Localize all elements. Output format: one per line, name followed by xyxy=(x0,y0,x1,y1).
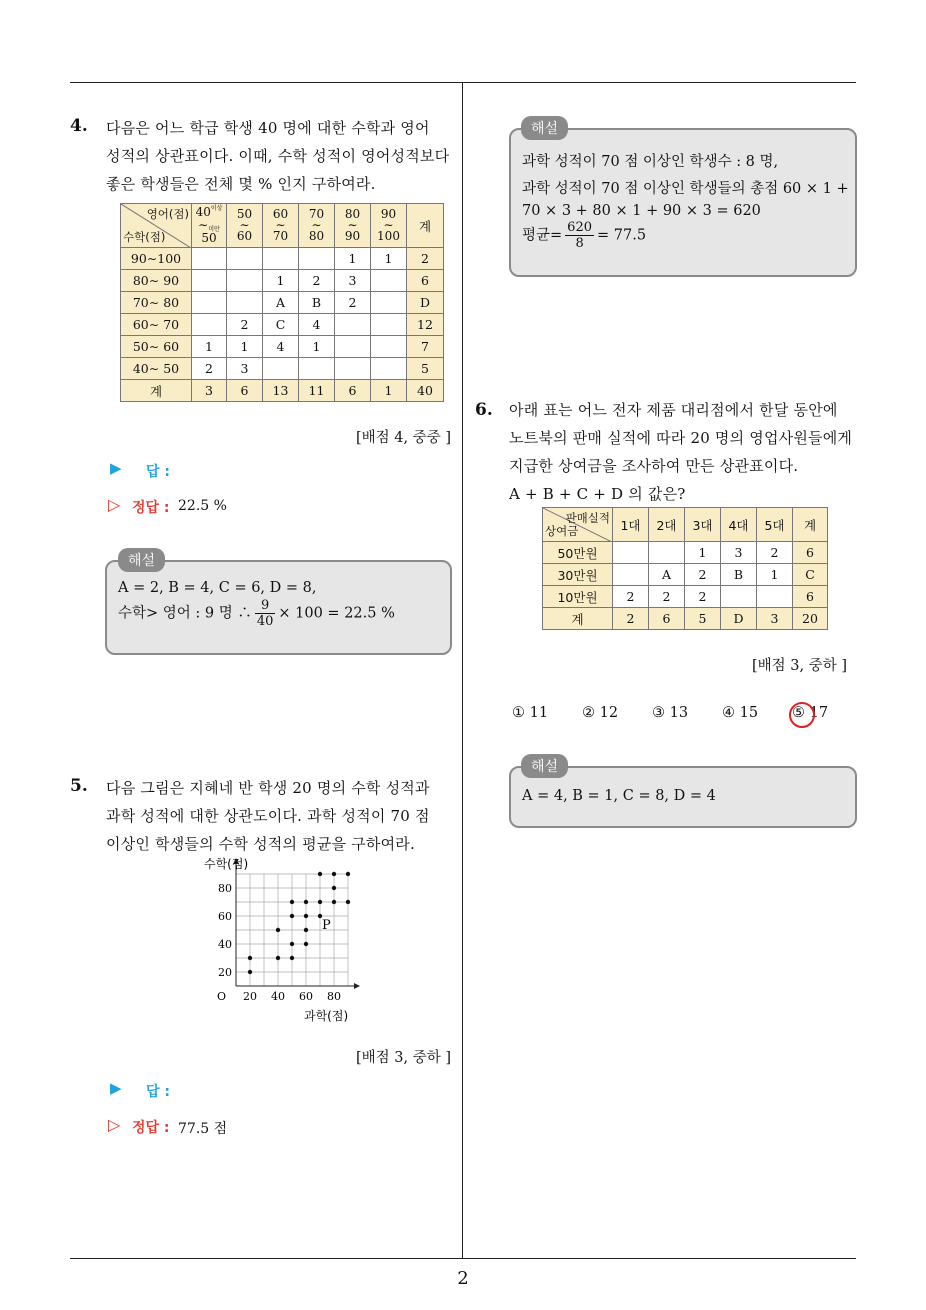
q4-table-cell: 2 xyxy=(227,314,263,336)
q4-col-header: 70 ∼ 80 xyxy=(299,204,335,248)
scatter-point xyxy=(290,956,294,960)
q4-table-cell xyxy=(192,292,227,314)
q4-table-cell: 1 xyxy=(263,270,299,292)
q6-table-cell xyxy=(721,586,757,608)
q4-table-cell: 2 xyxy=(299,270,335,292)
scatter-point xyxy=(276,956,280,960)
correct-arrow-icon: ▷ xyxy=(108,495,121,514)
q4-table-cell xyxy=(263,358,299,380)
origin-label: O xyxy=(216,990,226,1003)
q4-table-corner xyxy=(121,204,192,248)
q4-correlation-table xyxy=(120,203,444,402)
q5-explanation-line-2: 과학 성적이 70 점 이상인 학생들의 총점 60 × 1 + xyxy=(522,181,849,197)
q4-table-cell: 3 xyxy=(227,358,263,380)
x-tick-label: 40 xyxy=(271,990,285,1003)
q6-table-cell: 2 xyxy=(685,586,721,608)
q4-table-cell: 1 xyxy=(335,248,371,270)
scatter-point xyxy=(304,942,308,946)
q6-table-cell: 6 xyxy=(793,542,828,564)
q6-table-cell: 20 xyxy=(793,608,828,630)
q5-explanation-line-1: 과학 성적이 70 점 이상인 학생수 : 8 명, xyxy=(522,154,779,170)
q4-table-cell xyxy=(371,270,407,292)
q6-table-cell: 5 xyxy=(685,608,721,630)
q4-table-cell xyxy=(227,248,263,270)
selected-answer-circle-icon xyxy=(789,702,815,728)
q4-table-cell: C xyxy=(263,314,299,336)
correct-arrow-icon: ▷ xyxy=(108,1115,121,1134)
scatter-point xyxy=(318,872,322,876)
q4-col-header: 50 ∼ 60 xyxy=(227,204,263,248)
q4-table-cell: B xyxy=(299,292,335,314)
q5-line-3: 이상인 학생들의 수학 성적의 평균을 구하여라. xyxy=(106,835,415,853)
top-rule xyxy=(70,82,856,83)
q5-line-1: 다음 그림은 지혜네 반 학생 20 명의 수학 성적과 xyxy=(106,779,430,797)
q5-explanation-line-3: 70 × 3 + 80 × 1 + 90 × 3 = 620 xyxy=(522,203,761,219)
q6-explanation-title: 해설 xyxy=(521,754,568,778)
q4-corner-top: 영어(점) xyxy=(146,207,189,221)
x-tick-label: 80 xyxy=(327,990,341,1003)
q6-table-cell: 2 xyxy=(613,586,649,608)
y-tick-label: 40 xyxy=(218,938,232,951)
scatter-point xyxy=(304,928,308,932)
scatter-point xyxy=(346,872,350,876)
choice-2[interactable]: ② 12 xyxy=(582,705,619,721)
q4-table-cell xyxy=(335,336,371,358)
q4-table-cell: 6 xyxy=(335,380,371,402)
scatter-point xyxy=(248,956,252,960)
q4-table-cell xyxy=(335,358,371,380)
q6-table-cell: B xyxy=(721,564,757,586)
q5-correct-value: 77.5 점 xyxy=(178,1121,228,1137)
q6-line-3: 지급한 상여금을 조사하여 만든 상관표이다. xyxy=(509,457,799,475)
q4-table-cell xyxy=(371,336,407,358)
q4-table-cell xyxy=(299,358,335,380)
q4-row-label: 50∼ 60 xyxy=(121,336,192,358)
q6-row-label: 계 xyxy=(543,608,613,630)
q4-table-cell xyxy=(335,314,371,336)
q4-score: [배점 4, 중중 ] xyxy=(356,430,452,446)
q6-table-cell: 3 xyxy=(721,542,757,564)
x-tick-label: 20 xyxy=(243,990,257,1003)
q5-explanation-line-4: 평균= $\frac{620}{8}$ = 77.5 xyxy=(522,220,647,251)
scatter-point xyxy=(276,928,280,932)
q4-table-cell: A xyxy=(263,292,299,314)
q4-corner-bottom: 수학(점) xyxy=(123,230,166,244)
q4-table-cell: 7 xyxy=(407,336,444,358)
q4-col-total-header: 계 xyxy=(407,204,444,248)
q6-col-header: 5대 xyxy=(757,508,793,542)
q4-correct-label: 정답 : xyxy=(132,500,170,516)
y-axis-label: 수학(점) xyxy=(204,857,249,871)
q4-row-label: 40∼ 50 xyxy=(121,358,192,380)
scatter-point xyxy=(332,900,336,904)
q5-score: [배점 3, 중하 ] xyxy=(356,1050,452,1066)
scatter-point xyxy=(248,970,252,974)
q6-line-4: A + B + C + D 의 값은? xyxy=(509,485,686,503)
column-divider xyxy=(462,82,463,1258)
q4-correct-value: 22.5 % xyxy=(178,498,227,514)
q6-table-cell: 3 xyxy=(757,608,793,630)
q6-col-header: 2대 xyxy=(649,508,685,542)
y-tick-label: 60 xyxy=(218,910,232,923)
q6-explanation-line-1: A = 4, B = 1, C = 8, D = 4 xyxy=(522,788,716,804)
q4-table-cell xyxy=(371,358,407,380)
q4-row-label: 80∼ 90 xyxy=(121,270,192,292)
q6-row-label: 10만원 xyxy=(543,586,613,608)
scatter-point xyxy=(304,914,308,918)
q6-table-cell xyxy=(649,542,685,564)
q6-col-header: 3대 xyxy=(685,508,721,542)
q6-col-header: 1대 xyxy=(613,508,649,542)
q6-number: 6. xyxy=(475,400,493,420)
q4-table-cell xyxy=(192,270,227,292)
q6-table-cell xyxy=(613,542,649,564)
q4-col-header: $40^{이상}$ ∼미만 50 xyxy=(192,204,227,248)
q4-text xyxy=(106,114,456,198)
q4-line-1: 다음은 어느 학급 학생 40 명에 대한 수학과 영어 xyxy=(106,119,430,137)
y-tick-label: 80 xyxy=(218,882,232,895)
q6-corner-top: 판매실적 xyxy=(565,511,610,525)
q6-table-cell: 6 xyxy=(793,586,828,608)
q4-table-cell: 2 xyxy=(407,248,444,270)
q4-table-cell xyxy=(192,314,227,336)
q5-line-2: 과학 성적에 대한 상관도이다. 과학 성적이 70 점 xyxy=(106,807,430,825)
scatter-point xyxy=(290,914,294,918)
q6-correlation-table xyxy=(542,507,828,630)
q6-table-cell: 1 xyxy=(757,564,793,586)
q6-table-cell xyxy=(613,564,649,586)
q5-correct-label: 정답 : xyxy=(132,1120,170,1136)
answer-arrow-icon: ▶ xyxy=(110,1079,122,1097)
q6-corner-bottom: 상여금 xyxy=(545,524,579,538)
scatter-point xyxy=(332,872,336,876)
q4-table-cell: 2 xyxy=(192,358,227,380)
scatter-point xyxy=(290,900,294,904)
scatter-point xyxy=(290,942,294,946)
q4-explanation-line-2: 수학> 영어 : 9 명 ∴ $\frac{9}{40}$ × 100 = 22.5 % xyxy=(118,598,395,629)
q4-table-cell: 13 xyxy=(263,380,299,402)
q4-table-cell: 1 xyxy=(227,336,263,358)
q4-table-cell xyxy=(227,270,263,292)
q6-table-corner xyxy=(543,508,613,542)
x-axis-arrow-icon xyxy=(354,983,360,989)
q4-total-row-label: 계 xyxy=(121,380,192,402)
q4-table-cell: 12 xyxy=(407,314,444,336)
q6-table-cell: 2 xyxy=(649,586,685,608)
q4-row-label: 70∼ 80 xyxy=(121,292,192,314)
scatter-point xyxy=(318,900,322,904)
q4-explanation-line-1: A = 2, B = 4, C = 6, D = 8, xyxy=(118,580,317,596)
q4-table-cell: 1 xyxy=(192,336,227,358)
q6-text xyxy=(509,396,854,508)
q6-col-header: 4대 xyxy=(721,508,757,542)
q6-table-cell: D xyxy=(721,608,757,630)
page-number: 2 xyxy=(457,1268,469,1289)
q6-score: [배점 3, 중하 ] xyxy=(752,658,848,674)
q5-scatter-chart xyxy=(200,856,370,1026)
q4-col-header: 90 ∼ 100 xyxy=(371,204,407,248)
x-axis-label: 과학(점) xyxy=(304,1009,349,1023)
q4-table-cell: 4 xyxy=(299,314,335,336)
q4-table-cell xyxy=(263,248,299,270)
q6-table-cell: C xyxy=(793,564,828,586)
q4-table-cell: 11 xyxy=(299,380,335,402)
q5-answer-label: 답 : xyxy=(146,1084,170,1100)
q6-row-label: 30만원 xyxy=(543,564,613,586)
q4-explanation-title: 해설 xyxy=(118,548,165,572)
q6-table-cell xyxy=(757,586,793,608)
q4-table-cell xyxy=(371,314,407,336)
q4-line-2: 성적의 상관표이다. 이때, 수학 성적이 영어성적보다 xyxy=(106,147,450,165)
q4-answer-label: 답 : xyxy=(146,464,170,480)
q6-line-1: 아래 표는 어느 전자 제품 대리점에서 한달 동안에 xyxy=(509,401,838,419)
answer-arrow-icon: ▶ xyxy=(110,459,122,477)
q4-table-cell xyxy=(192,248,227,270)
bottom-rule xyxy=(70,1258,856,1259)
q4-table-cell: 6 xyxy=(407,270,444,292)
q4-table-cell: 1 xyxy=(299,336,335,358)
q4-table-cell: 4 xyxy=(263,336,299,358)
scatter-point xyxy=(332,886,336,890)
q4-col-header: 80 ∼ 90 xyxy=(335,204,371,248)
q4-col-header: 60 ∼ 70 xyxy=(263,204,299,248)
q4-table-cell: 6 xyxy=(227,380,263,402)
q4-number: 4. xyxy=(70,116,88,136)
q6-table-cell: 1 xyxy=(685,542,721,564)
q6-table-cell: 2 xyxy=(613,608,649,630)
choice-3[interactable]: ③ 13 xyxy=(652,705,689,721)
q4-table-cell xyxy=(371,292,407,314)
choice-1[interactable]: ① 11 xyxy=(512,705,549,721)
q4-table-cell: 40 xyxy=(407,380,444,402)
q5-explanation-title: 해설 xyxy=(521,116,568,140)
q4-table-cell: 3 xyxy=(335,270,371,292)
scatter-point xyxy=(304,900,308,904)
q5-text xyxy=(106,774,456,858)
point-p-label: P xyxy=(322,918,331,933)
q6-col-total-header: 계 xyxy=(793,508,828,542)
q6-table-cell: 6 xyxy=(649,608,685,630)
q4-row-label: 90∼100 xyxy=(121,248,192,270)
q6-row-label: 50만원 xyxy=(543,542,613,564)
q4-table-cell xyxy=(299,248,335,270)
choice-5[interactable]: ⑤ 17 xyxy=(792,705,829,721)
q4-table-cell: 5 xyxy=(407,358,444,380)
q4-table-cell: 1 xyxy=(371,248,407,270)
x-tick-label: 60 xyxy=(299,990,313,1003)
q4-row-label: 60∼ 70 xyxy=(121,314,192,336)
y-tick-label: 20 xyxy=(218,966,232,979)
choice-4[interactable]: ④ 15 xyxy=(722,705,759,721)
q5-number: 5. xyxy=(70,776,88,796)
q4-table-cell: 2 xyxy=(335,292,371,314)
q4-table-cell: D xyxy=(407,292,444,314)
q4-table-cell xyxy=(227,292,263,314)
q6-table-cell: A xyxy=(649,564,685,586)
q4-line-3: 좋은 학생들은 전체 몇 % 인지 구하여라. xyxy=(106,175,376,193)
q4-table-cell: 1 xyxy=(371,380,407,402)
scatter-point xyxy=(346,900,350,904)
q6-table-cell: 2 xyxy=(757,542,793,564)
q6-table-cell: 2 xyxy=(685,564,721,586)
q6-line-2: 노트북의 판매 실적에 따라 20 명의 영업사원들에게 xyxy=(509,429,853,447)
q4-table-cell: 3 xyxy=(192,380,227,402)
